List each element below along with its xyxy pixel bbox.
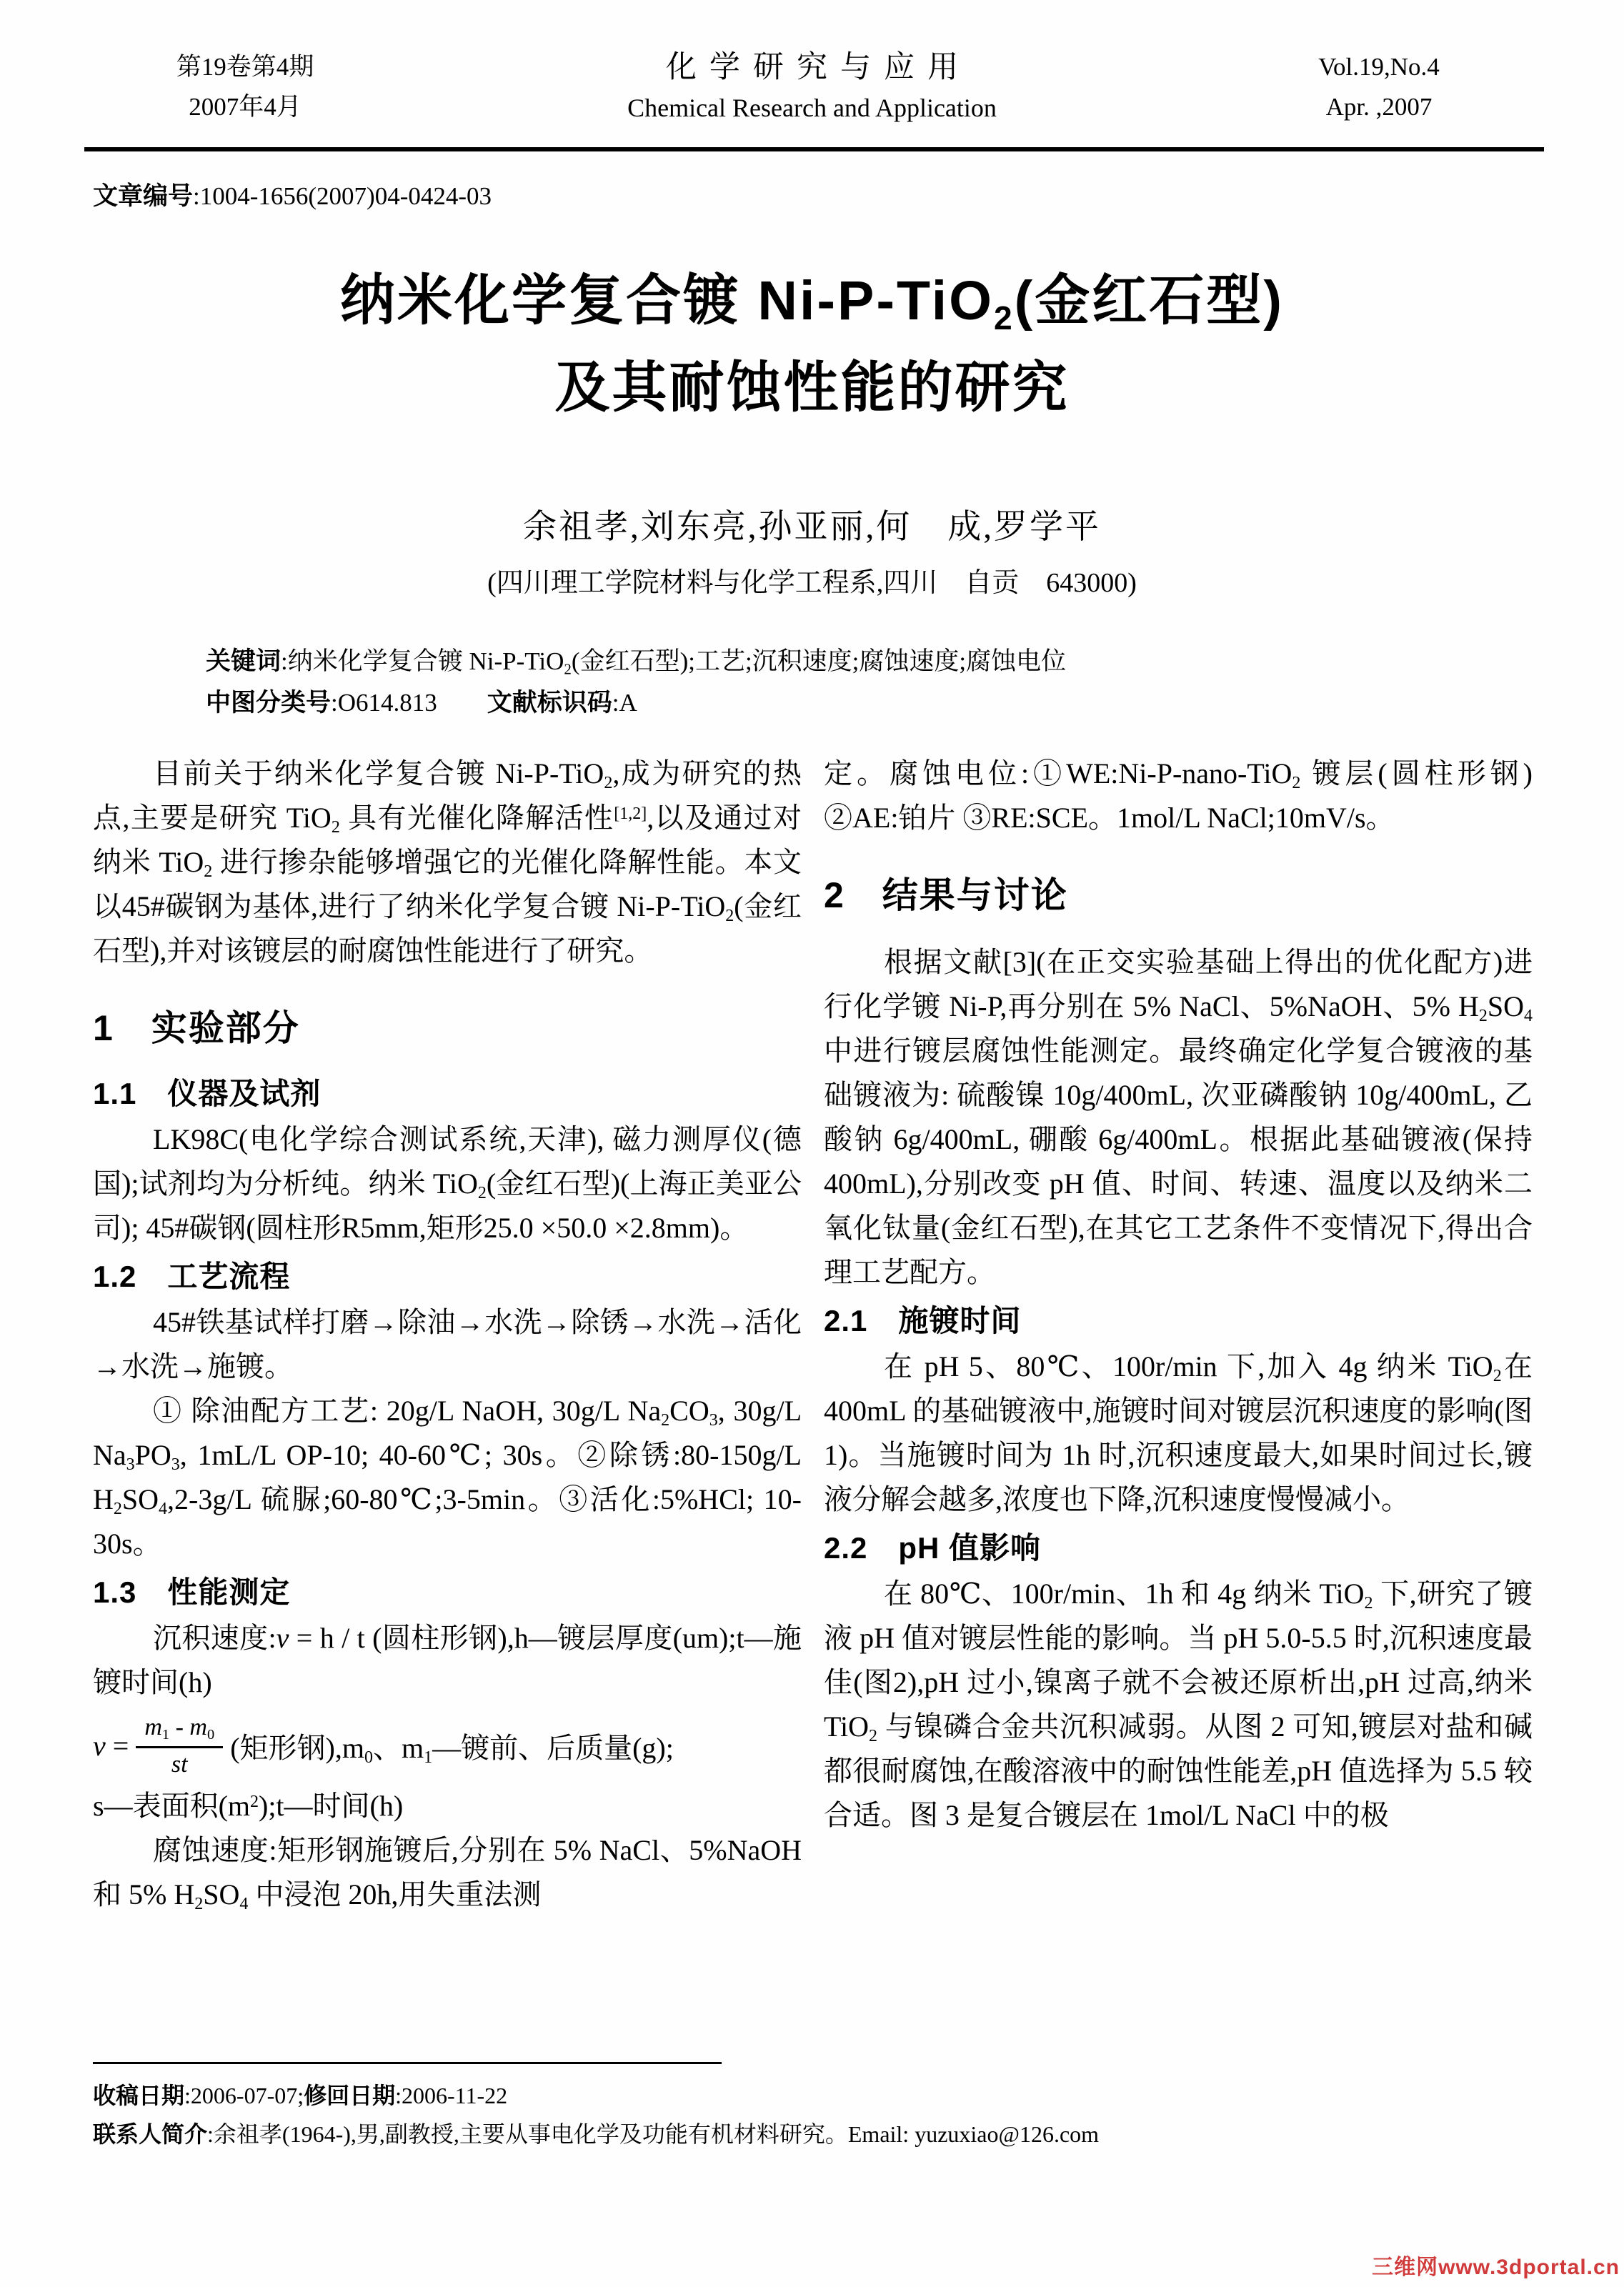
journal-volume-info (1225, 47, 1533, 127)
right-column (824, 752, 1533, 1838)
ph-effect-paragraph: 在 80℃、100r/min、1h 和 4g 纳米 TiO$_2$ 下,研究了镀液 pH 值对镀层性能的影响。当 pH 5.0-5.5 时,沉积速度最佳(图2),pH 过小,镍离子就不会被还原析出,pH 过高,纳米 TiO$_2$ 与镍磷合金共沉积减弱。从图 2 可知,镀层对盐和碱都很耐腐蚀,在酸溶液中的耐蚀性能差,pH 值选择为 5.5 较合适。图 3 是复合镀层在 1mol/L NaCl 中的极 (824, 1578, 1533, 1831)
formula-rhs: (矩形钢)$,m_0$、$m_1—$镀前、后质量(g); (230, 1731, 674, 1767)
site-watermark: 三维网www.3dportal.cn (1372, 2256, 1620, 2279)
process-recipe-paragraph: ① 除油配方工艺: 20g/L NaOH, 30g/L $Na_2CO_3$, 30g/L $Na_3PO_3$, 1mL/L OP-10; 40-60℃; 30s。②除锈:80-150g/L $H_2SO_4,2-3g/L$ 硫脲;60-80℃;3-5min。③活化:5%HCl; 10-30s。 (93, 1395, 802, 1560)
process-flow-paragraph: 45#铁基试样打磨→除油→水洗→除锈→水洗→活化→水洗→施镀。 (93, 1306, 802, 1382)
deposition-formula (93, 1712, 802, 1780)
surface-area-line: s—表面积$(m^2);t—$时间(h) (93, 1789, 404, 1822)
formula-lhs: v = (93, 1729, 129, 1762)
section-2-2-heading: 2.2 pH 值影响 (824, 1531, 1042, 1565)
paper-title-line1: 纳米化学复合镀 Ni-P-TiO$_2$(金红石型) (340, 270, 1284, 337)
authors-line: 余祖孝,刘东亮,孙亚丽,何 成,罗学平 (523, 509, 1101, 546)
journal-title-block (399, 47, 1225, 127)
section-1-heading: 1 实验部分 (93, 1008, 300, 1048)
paper-title (0, 257, 1624, 432)
plating-time-paragraph: 在 pH 5、80℃、100r/min 下,加入 4g 纳米 TiO$_2$在 400mL 的基础镀液中,施镀时间对镀层沉积速度的影响(图1)。当施镀时间为 1h 时,沉积速度最大,如果时间过长,镀液分解会越多,浓度也下降,沉积速度慢慢减小。 (824, 1350, 1533, 1515)
corrosion-potential-paragraph: 定。腐蚀电位:①WE:Ni-P-nano-TiO$_2$ 镀层(圆柱形钢) ②AE:铂片 ③RE:SCE。1mol/L NaCl;10mV/s。 (824, 757, 1533, 834)
section-1-3-heading: 1.3 性能测定 (93, 1575, 291, 1609)
intro-paragraph: 目前关于纳米化学复合镀 Ni-P-TiO$_2$,成为研究的热点,主要是研究 TiO$_2$ 具有光催化降解活性[1,2],以及通过对纳米 TiO$_2$ 进行掺杂能够增强它的光催化降解性能。本文以45#碳钢为基体,进行了纳米化学复合镀 Ni-P-TiO$_2$(金红石型),并对该镀层的耐腐蚀性能进行了研究。 (93, 757, 802, 967)
article-number: 文章编号:1004-1656(2007)04-0424-03 (93, 182, 492, 210)
header-rule (84, 147, 1544, 151)
section-2-heading: 2 结果与讨论 (824, 875, 1068, 915)
journal-title-en: Chemical Research and Application (627, 94, 997, 122)
section-2-1-heading: 2.1 施镀时间 (824, 1304, 1022, 1337)
section-1-1-heading: 1.1 仪器及试剂 (93, 1077, 322, 1110)
journal-title-cn: 化学研究与应用 (665, 51, 972, 84)
footnote-divider (93, 2062, 722, 2064)
issue-date: 2007年4月 (189, 93, 302, 121)
paper-title-line2: 及其耐蚀性能的研究 (554, 357, 1070, 419)
journal-issue-info (91, 47, 399, 127)
deposition-rate-paragraph: 沉积速度:v = h / t (圆柱形钢),h—镀层厚度(um);t—施镀时间(h) (93, 1622, 802, 1698)
received-date-line: 收稿日期:2006-07-07;修回日期:2006-11-22 (93, 2083, 508, 2108)
base-bath-paragraph: 根据文献[3](在正交实验基础上得出的优化配方)进行化学镀 Ni-P,再分别在 5% NaCl、5%NaOH、5% $H_2SO_4$ 中进行镀层腐蚀性能测定。最终确定化学复合镀液的基础镀液为: 硫酸镍 10g/400mL, 次亚磷酸钠 10g/400mL, 乙酸钠 6g/400mL, 硼酸 6g/400mL。根据此基础镀液(保持400mL),分别改变 pH 值、时间、转速、温度以及纳米二氧化钛量(金红石型),在其它工艺条件不变情况下,得出合理工艺配方。 (824, 946, 1533, 1288)
left-column (93, 752, 802, 1917)
classification-line: 中图分类号:O614.813 文献标识码:A (206, 689, 637, 717)
section-1-2-heading: 1.2 工艺流程 (93, 1260, 291, 1293)
volume-date: Apr. ,2007 (1325, 93, 1433, 121)
issue-number: 第19卷第4期 (176, 53, 314, 81)
corrosion-rate-paragraph: 腐蚀速度:矩形钢施镀后,分别在 5% NaCl、5%NaOH 和 5% $H_2SO_4$ 中浸泡 20h,用失重法测 (93, 1833, 802, 1913)
affiliation-line: (四川理工学院材料与化学工程系,四川 自贡 643000) (487, 568, 1137, 598)
contact-info-line: 联系人简介:余祖孝(1964-),男,副教授,主要从事电化学及功能有机材料研究。Email: yuzuxiao@126.com (93, 2121, 1100, 2147)
formula-fraction (136, 1712, 223, 1780)
volume-number: Vol.19,No.4 (1318, 53, 1440, 81)
journal-header (91, 47, 1533, 127)
fraction-numerator: $m_1 - m_0$ (136, 1712, 223, 1748)
keywords-line: 关键词:纳米化学复合镀 Ni-P-TiO$_2$(金红石型);工艺;沉积速度;腐蚀速度;腐蚀电位 (206, 647, 1067, 678)
instruments-paragraph: LK98C(电化学综合测试系统,天津), 磁力测厚仪(德国);试剂均为分析纯。纳米 TiO$_2$(金红石型)(上海正美亚公司); 45#碳钢(圆柱形R5mm,矩形25.0 ×50.0 ×2.8mm)。 (93, 1123, 802, 1244)
fraction-denominator: st (171, 1750, 188, 1778)
